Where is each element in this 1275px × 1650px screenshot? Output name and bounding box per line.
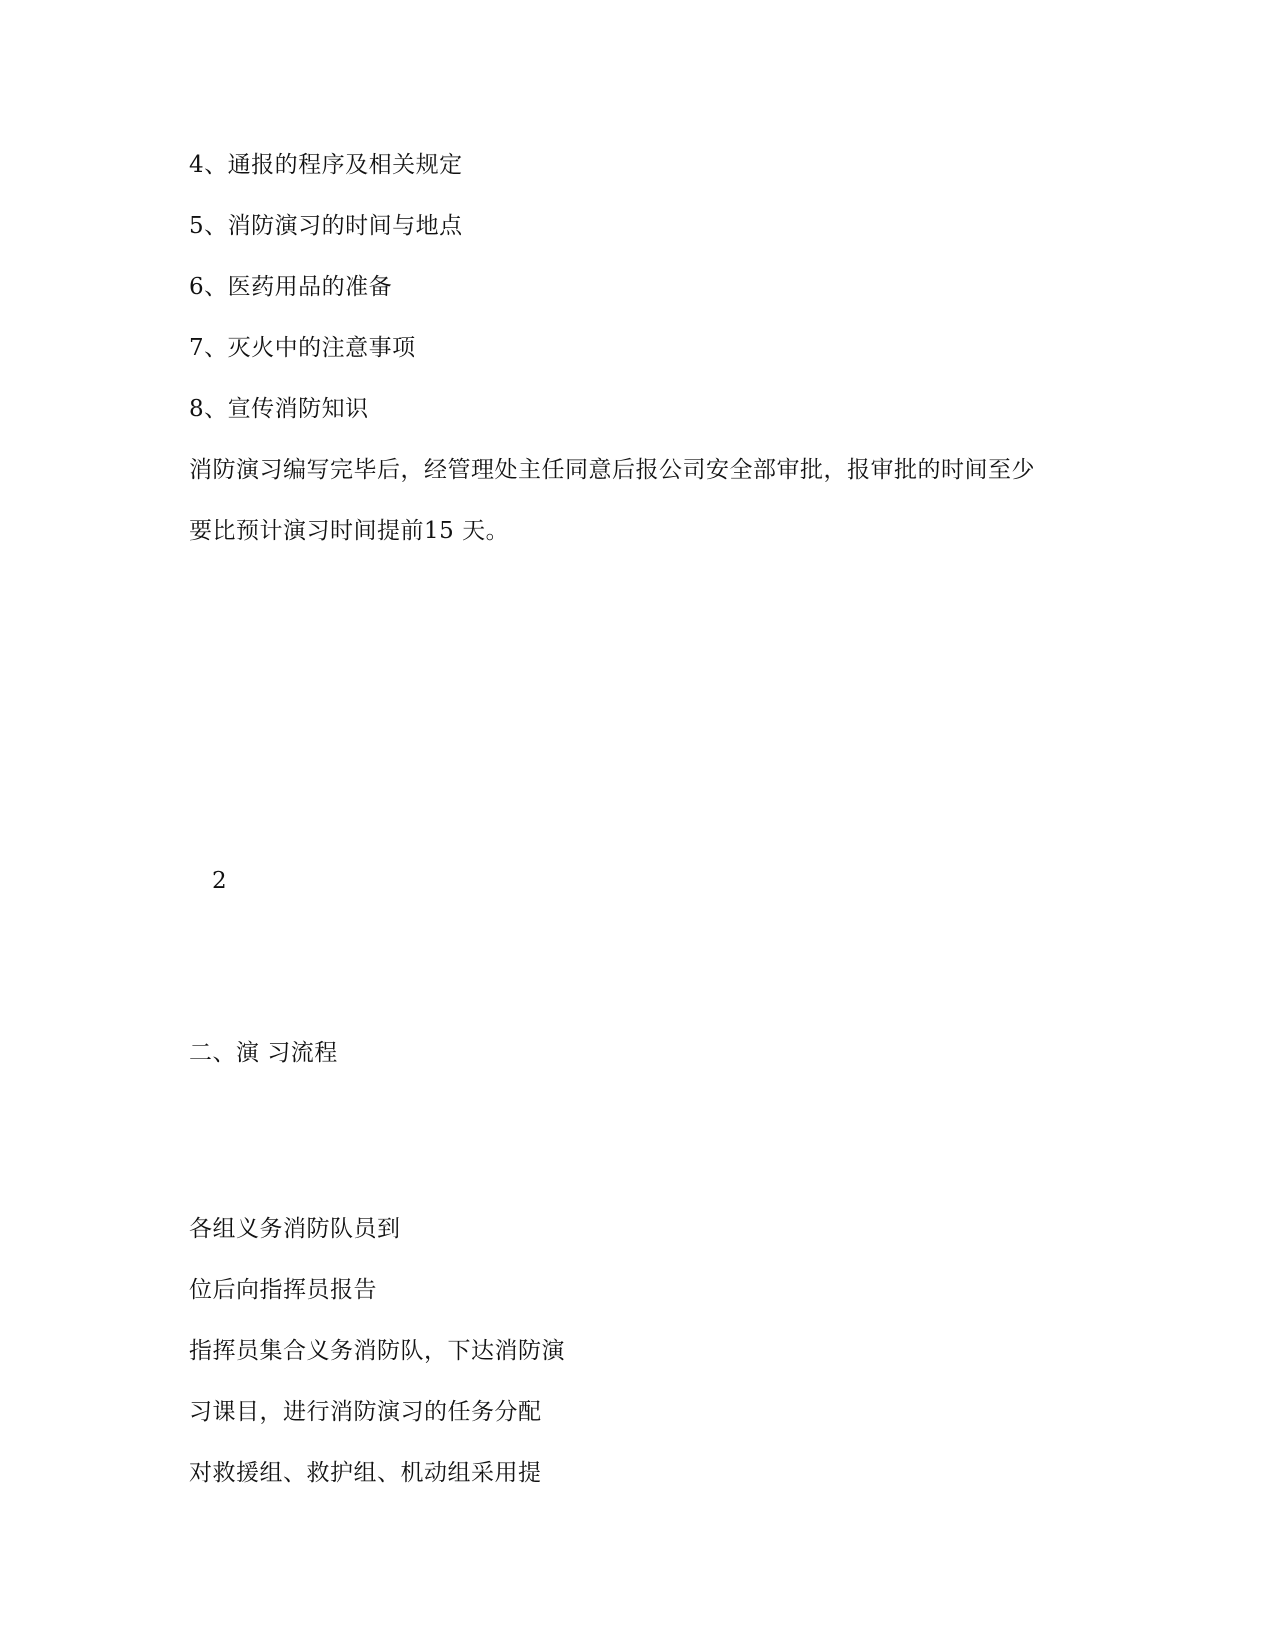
list-item: 4、通报的程序及相关规定 xyxy=(189,152,463,178)
flow-line: 各组义务消防队员到 xyxy=(189,1216,401,1242)
flow-line: 位后向指挥员报告 xyxy=(189,1277,377,1303)
list-item: 8、宣传消防知识 xyxy=(189,396,369,422)
list-item: 6、医药用品的准备 xyxy=(189,274,393,300)
page-number: 2 xyxy=(212,868,227,894)
flow-line: 指挥员集合义务消防队，下达消防演 xyxy=(189,1338,565,1364)
list-item: 5、消防演习的时间与地点 xyxy=(189,213,463,239)
section-heading: 二、演 习流程 xyxy=(189,1040,338,1066)
list-item: 7、灭火中的注意事项 xyxy=(189,335,416,361)
flow-line: 对救援组、救护组、机动组采用提 xyxy=(189,1460,542,1486)
flow-line: 习课目，进行消防演习的任务分配 xyxy=(189,1399,542,1425)
paragraph-line: 要比预计演习时间提前15 天。 xyxy=(189,518,510,544)
paragraph-line: 消防演习编写完毕后，经管理处主任同意后报公司安全部审批，报审批的时间至少 xyxy=(189,457,1035,483)
